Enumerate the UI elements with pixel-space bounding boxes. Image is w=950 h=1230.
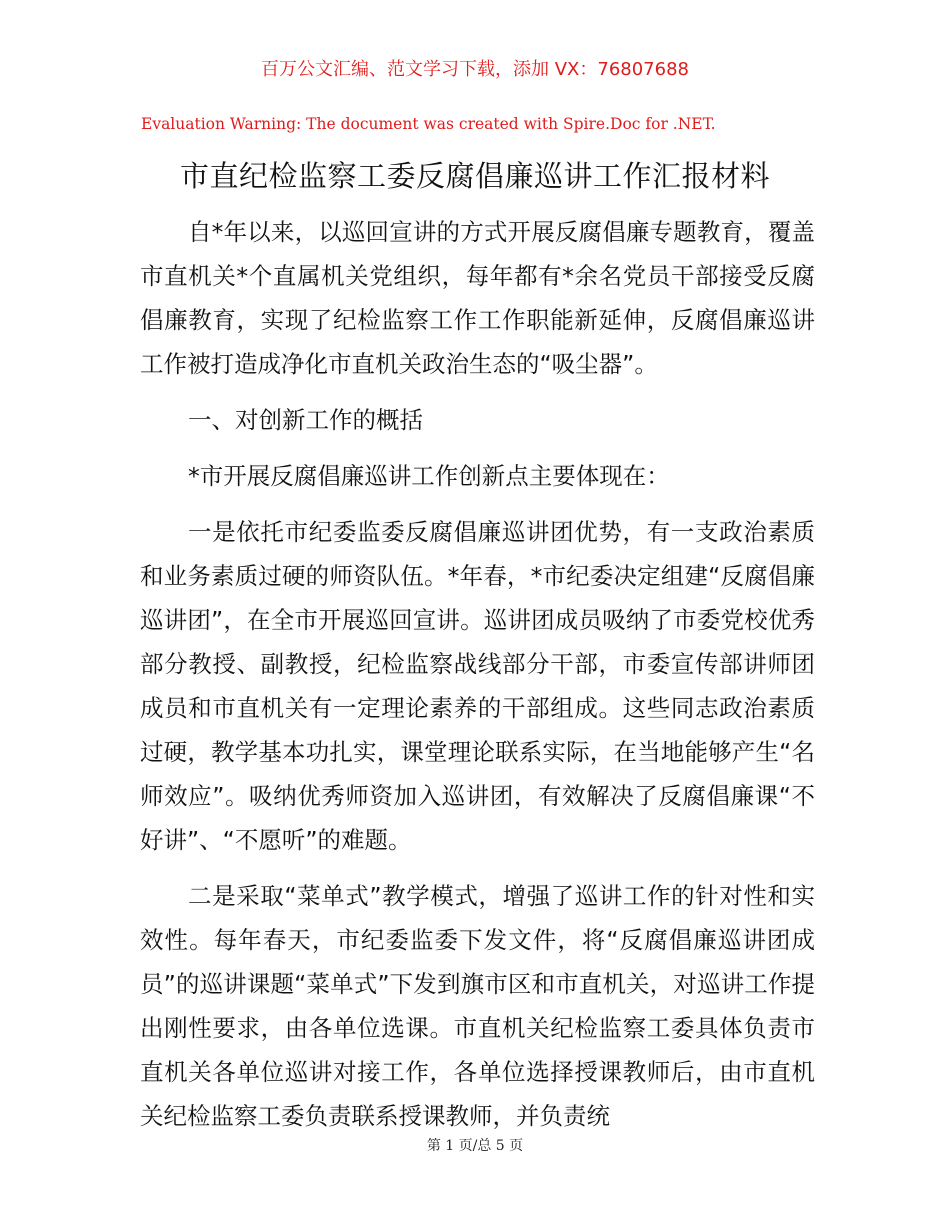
document-title: 市直纪检监察工委反腐倡廉巡讲工作汇报材料 (179, 159, 770, 193)
section-heading: 一、对创新工作的概括 (188, 406, 423, 434)
header-banner: 百万公文汇编、范文学习下载，添加 VX：76807688 (261, 59, 689, 80)
evaluation-warning: Evaluation Warning: The document was created with Spire.Doc for .NET. (141, 115, 716, 133)
document-body (140, 210, 815, 1138)
paragraph-point-one: 一是依托市纪委监委反腐倡廉巡讲团优势，有一支政治素质和业务素质过硬的师资队伍。*年春，*市纪委决定组建“反腐倡廉巡讲团”，在全市开展巡回宣讲。巡讲团成员吸纳了市委党校优秀部分教授、副教授，纪检监察战线部分干部，市委宣传部讲师团成员和市直机关有一定理论素养的干部组成。这些同志政治素质过硬，教学基本功扎实，课堂理论联系实际，在当地能够产生“名师效应”。吸纳优秀师资加入巡讲团，有效解决了反腐倡廉课“不好讲”、“不愿听”的难题。 (140, 518, 815, 854)
page-footer: 第 1 页/总 5 页 (426, 1138, 524, 1154)
paragraph-point-two: 二是采取“菜单式”教学模式，增强了巡讲工作的针对性和实效性。每年春天，市纪委监委下发文件，将“反腐倡廉巡讲团成员”的巡讲课题“菜单式”下发到旗市区和市直机关，对巡讲工作提出刚性要求，由各单位选课。市直机关纪检监察工委具体负责市直机关各单位巡讲对接工作，各单位选择授课教师后，由市直机关纪检监察工委负责联系授课教师，并负责统 (140, 882, 815, 1130)
paragraph-intro: 自*年以来，以巡回宣讲的方式开展反腐倡廉专题教育，覆盖市直机关*个直属机关党组织，每年都有*余名党员干部接受反腐倡廉教育，实现了纪检监察工作工作职能新延伸，反腐倡廉巡讲工作被打造成净化市直机关政治生态的“吸尘器”。 (140, 218, 815, 378)
paragraph-summary: *市开展反腐倡廉巡讲工作创新点主要体现在： (188, 462, 670, 490)
